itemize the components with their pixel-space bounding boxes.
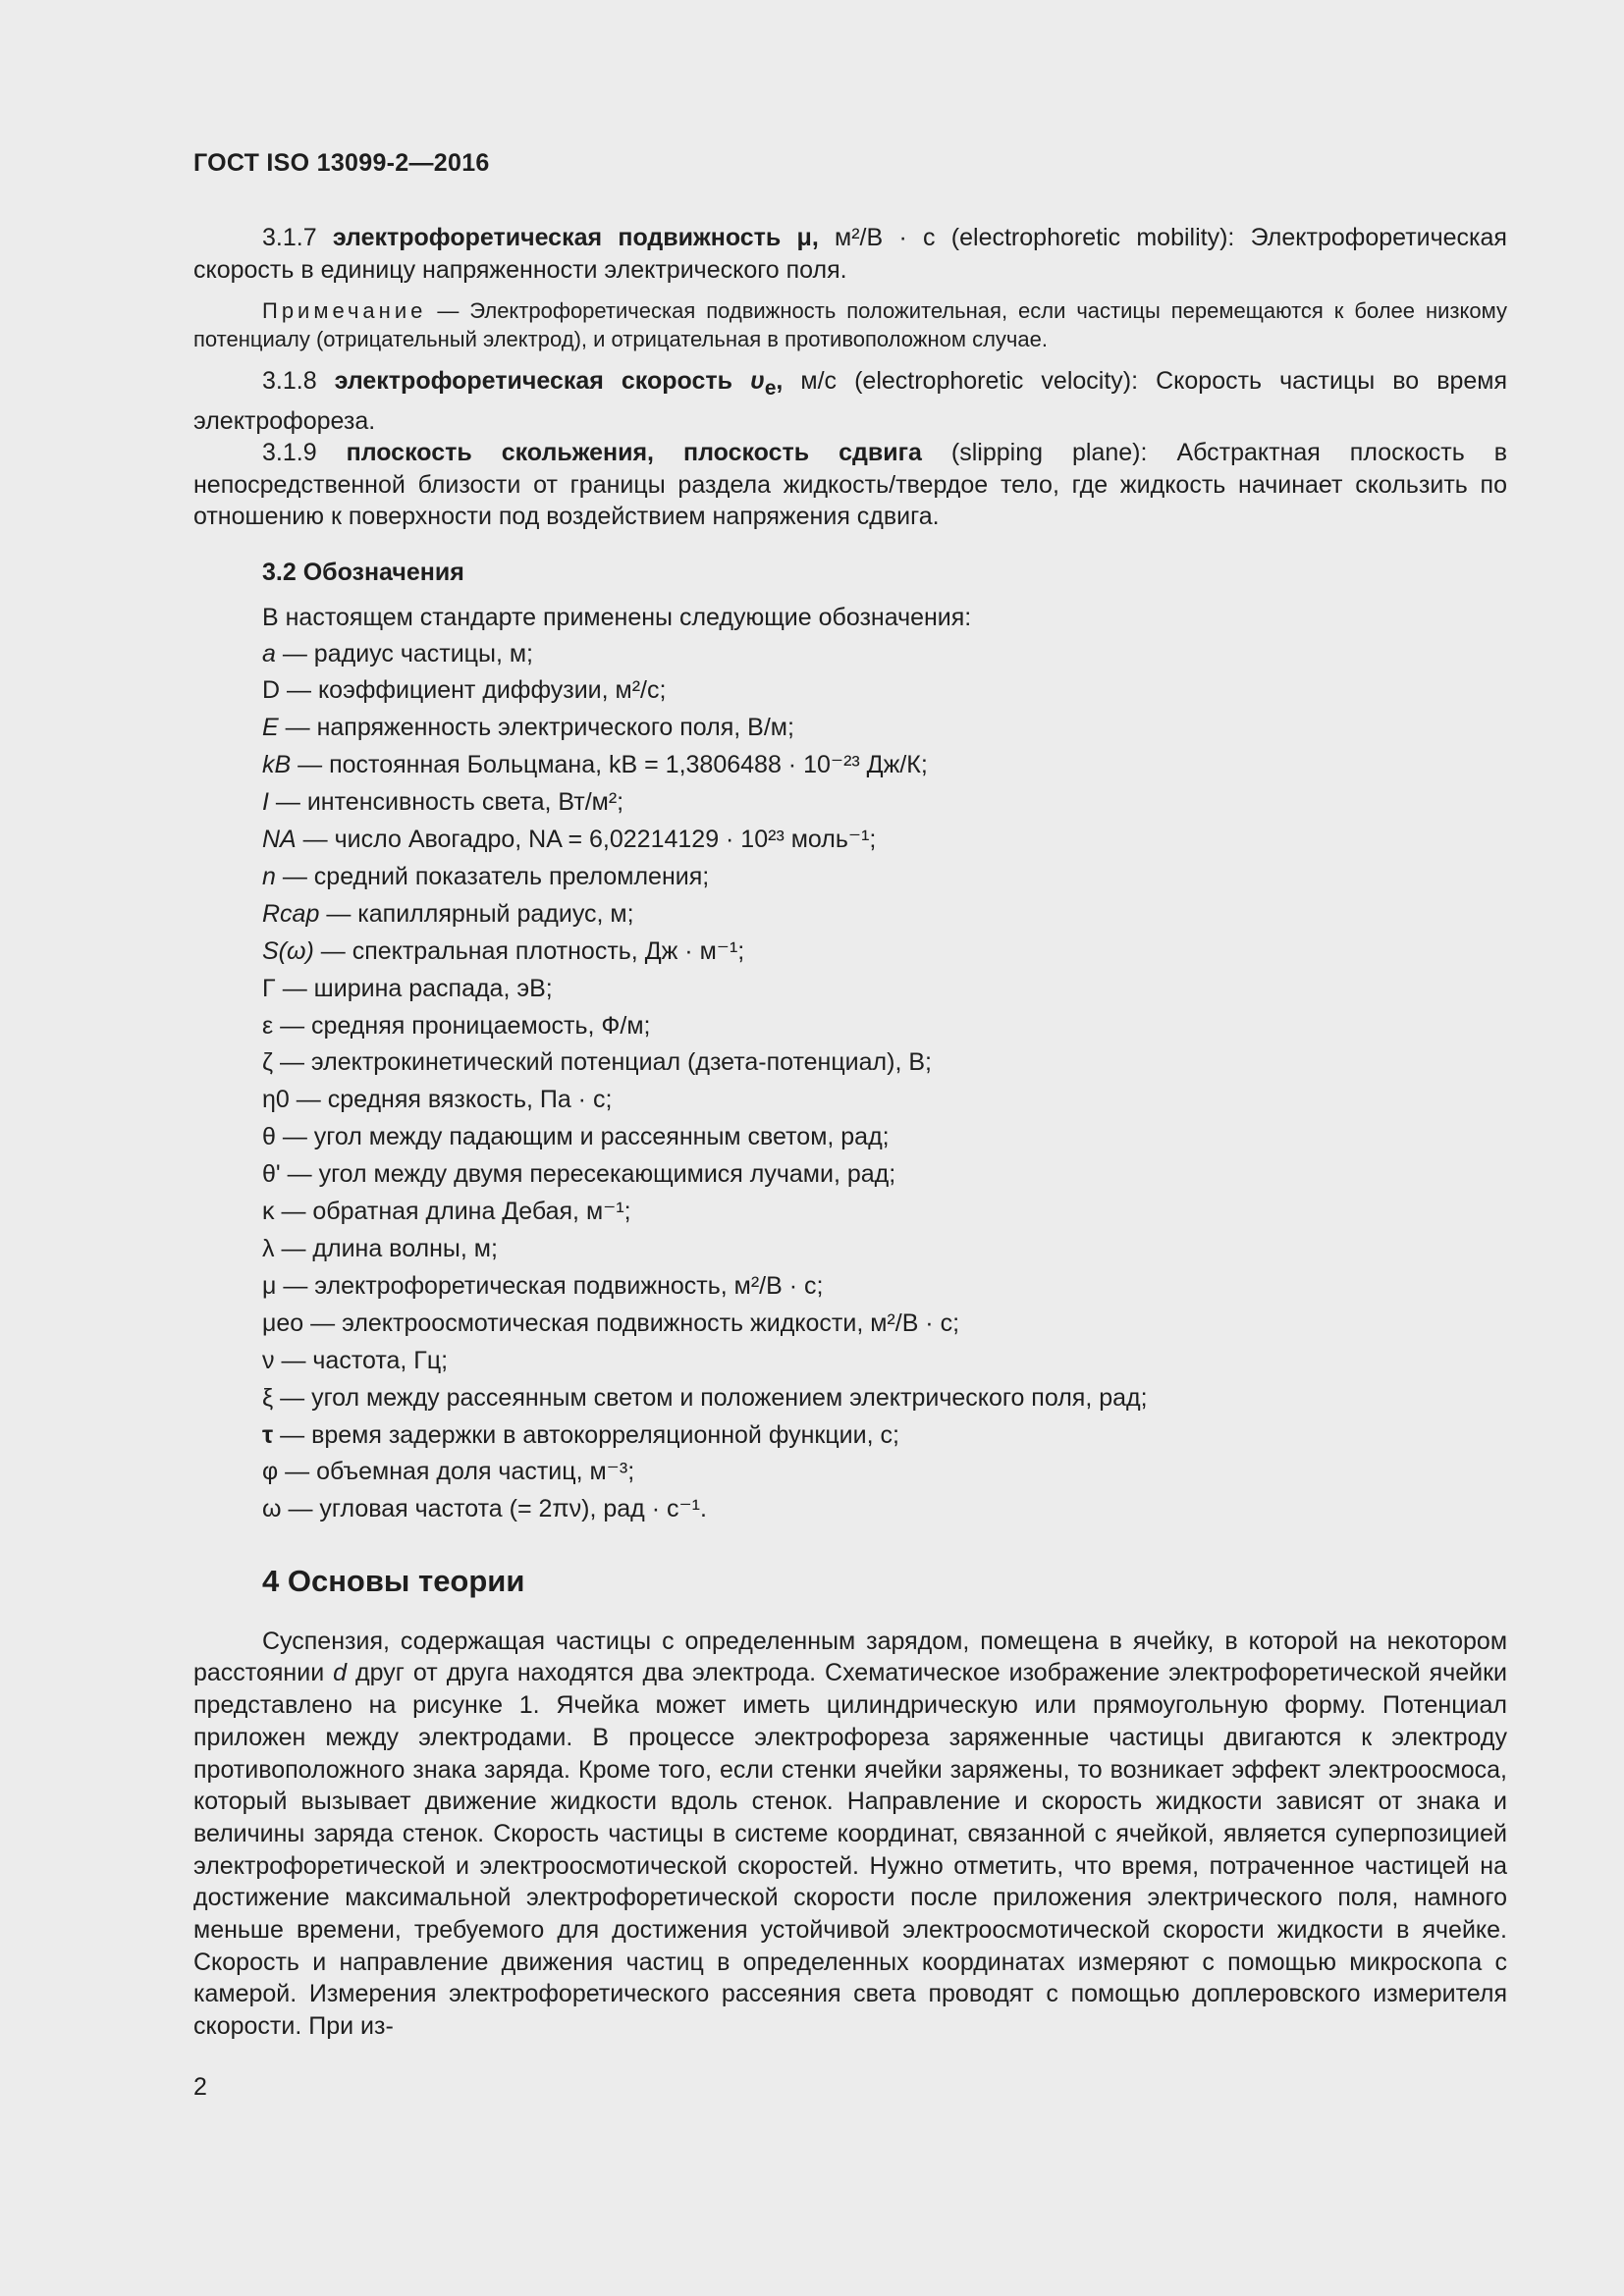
document-header: ГОСТ ISO 13099-2—2016	[193, 149, 490, 177]
note-text: — Электрофоретическая подвижность положительная, если частицы перемещаются к более низкому потенциалу (отрицательный электрод), и отрицательная в противоположном случае.	[193, 298, 1507, 351]
content-area	[193, 222, 1507, 2043]
symbol-item: Rcap — капиллярный радиус, м;	[262, 899, 634, 928]
symbol-item: NA — число Авогадро, NA = 6,02214129 · 10²³ моль⁻¹;	[262, 826, 877, 854]
symbols-intro: В настоящем стандарте применены следующие обозначения:	[262, 604, 972, 631]
def-number: 3.1.7	[262, 224, 317, 251]
symbol-item: ζ — электрокинетический потенциал (дзета-потенциал), В;	[262, 1048, 932, 1077]
definition-3-1-7	[193, 222, 1507, 286]
def-text: Скорость частицы во время электрофореза.	[193, 367, 1508, 435]
section-title-3-2: 3.2 Обозначения	[262, 558, 464, 586]
symbol-item: I — интенсивность света, Вт/м²;	[262, 788, 624, 817]
symbol-item: μeo — электроосмотическая подвижность жидкости, м²/В · с;	[262, 1308, 960, 1337]
symbol-item: E — напряженность электрического поля, В/м;	[262, 714, 794, 742]
def-unit: м²/В · с	[835, 224, 936, 251]
def-english: (slipping plane):	[950, 439, 1148, 466]
def-text: Электрофоретическая скорость в единицу напряженности электрического поля.	[193, 224, 1507, 284]
symbol-item: λ — длина волны, м;	[262, 1235, 498, 1262]
definition-3-1-8	[193, 365, 1507, 437]
symbol-item: S(ω) — спектральная плотность, Дж · м⁻¹;	[262, 936, 745, 965]
definition-3-1-9	[193, 437, 1507, 533]
note-lead: Примечание	[262, 298, 427, 323]
symbols-list	[262, 636, 1507, 1529]
symbol-item: θ' — угол между двумя пересекающимися лучами, рад;	[262, 1160, 896, 1189]
symbol-item: η0 — средняя вязкость, Па · с;	[262, 1086, 613, 1114]
def-text: Абстрактная плоскость в непосредственной близости от границы раздела жидкость/твердое тело, где жидкость начинает скользить по отношению к поверхности под воздействием напряжения сдвига.	[193, 439, 1507, 530]
def-term: плоскость скольжения, плоскость сдвига	[346, 439, 922, 466]
page-number: 2	[193, 2073, 207, 2101]
symbol-item: ν — частота, Гц;	[262, 1346, 449, 1374]
symbol-item: ε — средняя проницаемость, Ф/м;	[262, 1011, 651, 1040]
symbol-item: kB — постоянная Больцмана, kB = 1,3806488 · 10⁻²³ Дж/К;	[262, 751, 928, 779]
symbol-item: n — средний показатель преломления;	[262, 862, 710, 890]
symbol-item: Γ — ширина распада, эВ;	[262, 974, 553, 1002]
def-symbol: υ	[750, 367, 765, 395]
symbol-item: a — радиус частицы, м;	[262, 639, 533, 667]
symbol-item: ξ — угол между рассеянным светом и положением электрического поля, рад;	[262, 1383, 1148, 1412]
symbol-item: D — коэффициент диффузии, м²/с;	[262, 676, 667, 705]
def-number: 3.1.8	[262, 367, 317, 395]
symbol-item: θ — угол между падающим и рассеянным светом, рад;	[262, 1123, 890, 1151]
symbol-item: μ — электрофоретическая подвижность, м²/В · с;	[262, 1271, 824, 1300]
symbol-item: τ — время задержки в автокорреляционной функции, с;	[262, 1420, 899, 1449]
def-unit: м/с	[800, 367, 838, 395]
symbol-item: κ — обратная длина Дебая, м⁻¹;	[262, 1198, 631, 1226]
def-english: (electrophoretic mobility):	[950, 224, 1235, 251]
def-term: электрофоретическая скорость $\upsilon_e$,	[334, 367, 784, 400]
chapter-4-body	[193, 1626, 1507, 2043]
chapter-title-4: 4 Основы теории	[262, 1564, 525, 1599]
symbol-item: ω — угловая частота (= 2πν), рад · с⁻¹.	[262, 1495, 707, 1523]
def-term: электрофоретическая подвижность μ,	[332, 224, 819, 251]
body-paragraph: Суспензия, содержащая частицы с определенным зарядом, помещена в ячейку, в которой на некотором расстоянии d друг от друга находятся два электрода. Схематическое изображение электрофоретической ячейки представлено на рисунке 1. Ячейка может иметь цилиндрическую или прямоугольную форму. Потенциал приложен между электродами. В процессе электрофореза заряженные частицы двигаются к электроду противоположного знака заряда. Кроме того, если стенки ячейки заряжены, то возникает эффект электроосмоса, который вызывает движение жидкости вдоль стенок. Направление и скорость жидкости зависят от знака и величины заряда стенок. Скорость частицы в системе координат, связанной с ячейкой, является суперпозицией электрофоретической и электроосмотической скоростей. Нужно отметить, что время, потраченное частицей на достижение максимальной электрофоретической скорости после приложения электрического поля, намного меньше времени, требуемого для достижения устойчивой электроосмотической скорости жидкости в ячейке. Скорость и направление движения частиц в определенных координатах измеряют с помощью микроскопа с камерой. Измерения электрофоретического рассеяния света проводят с помощью доплеровского измерителя скорости. При из-	[193, 1627, 1507, 2041]
def-symbol-sub: e	[764, 377, 777, 400]
def-number: 3.1.9	[262, 439, 317, 466]
note	[193, 296, 1507, 353]
symbol-item: φ — объемная доля частиц, м⁻³;	[262, 1458, 635, 1486]
def-english: (electrophoretic velocity):	[854, 367, 1139, 395]
